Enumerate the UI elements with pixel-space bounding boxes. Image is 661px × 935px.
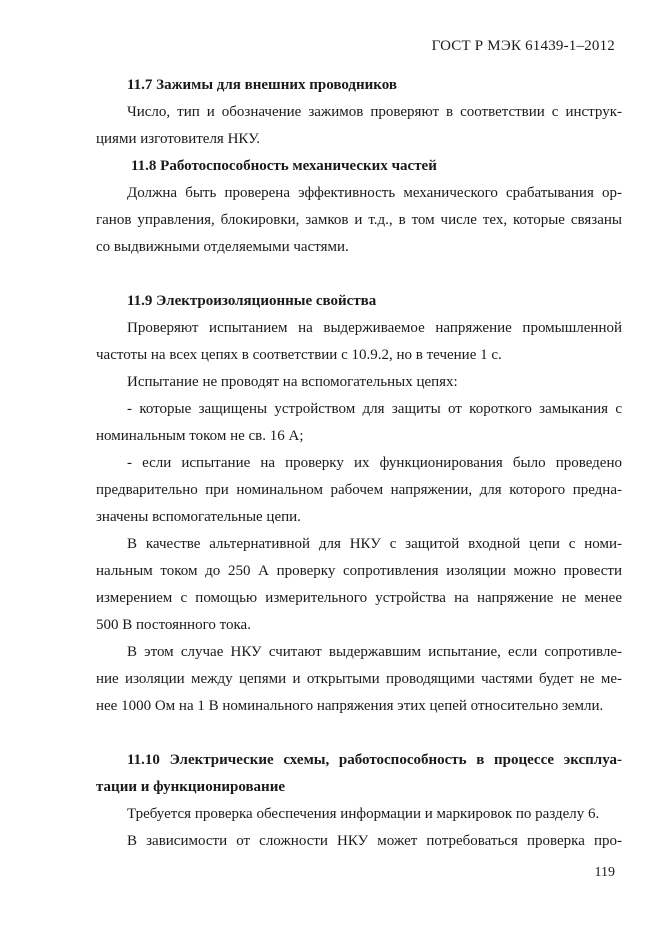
section-11-7-text-line: Число, тип и обозначение зажимов проверяют в соответствии с инструк- (127, 104, 622, 120)
section-11-8-title: 11.8 Работоспособность механических частей (131, 158, 437, 174)
spacer (96, 261, 622, 288)
section-11-7-title: 11.7 Зажимы для внешних проводников (127, 77, 397, 93)
section-11-9-text-line: измерением с помощью измерительного устройства на напряжение не менее (96, 590, 622, 606)
section-11-9-text-line: нее 1000 Ом на 1 В номинального напряжения этих цепей относительно земли. (96, 698, 604, 714)
section-11-9-text-line: 500 В постоянного тока. (96, 617, 251, 633)
section-11-10-text-line: В зависимости от сложности НКУ может потребоваться проверка про- (127, 833, 622, 849)
section-11-9-text-line: В этом случае НКУ считают выдержавшим испытание, если сопротивле- (127, 644, 622, 660)
section-11-9-text-line: ние изоляции между цепями и открытыми проводящими частями будет не ме- (96, 671, 622, 687)
section-11-10-title: тации и функционирование (96, 779, 285, 795)
section-11-8-text-line: со выдвижными отделяемыми частями. (96, 239, 349, 255)
section-11-9-text-line: Проверяют испытанием на выдерживаемое напряжение промышленной (127, 320, 622, 336)
spacer (96, 720, 622, 747)
section-11-9-text-line: - которые защищены устройством для защиты от короткого замыкания с (127, 401, 622, 417)
section-11-9-text-line: предварительно при номинальном рабочем напряжении, для которого предна- (96, 482, 622, 498)
section-11-8-text-line: ганов управления, блокировки, замков и т.д., в том числе тех, которые связаны (96, 212, 622, 228)
section-11-10-title: 11.10 Электрические схемы, работоспособность в процессе эксплуа- (127, 752, 622, 768)
section-11-8-text-line: Должна быть проверена эффективность механического срабатывания ор- (127, 185, 622, 201)
section-11-9-title: 11.9 Электроизоляционные свойства (127, 293, 377, 309)
section-11-10-text-line: Требуется проверка обеспечения информации и маркировок по разделу 6. (127, 806, 600, 822)
section-11-9-text-line: Испытание не проводят на вспомогательных цепях: (127, 374, 458, 390)
section-11-9-text-line: частоты на всех цепях в соответствии с 10.9.2, но в течение 1 с. (96, 347, 502, 363)
section-11-9-text-line: значены вспомогательные цепи. (96, 509, 301, 525)
section-11-7-text-line: циями изготовителя НКУ. (96, 131, 261, 147)
section-11-9-text-line: - если испытание на проверку их функционирования было проведено (127, 455, 622, 471)
standard-header: ГОСТ Р МЭК 61439-1–2012 (431, 38, 615, 54)
page-number: 119 (594, 865, 615, 880)
section-11-9-text-line: номинальным током не св. 16 А; (96, 428, 304, 444)
page-content (96, 72, 622, 855)
section-11-9-text-line: В качестве альтернативной для НКУ с защитой входной цепи с номи- (127, 536, 622, 552)
section-11-9-text-line: нальным током до 250 А проверку сопротивления изоляции можно провести (96, 563, 622, 579)
